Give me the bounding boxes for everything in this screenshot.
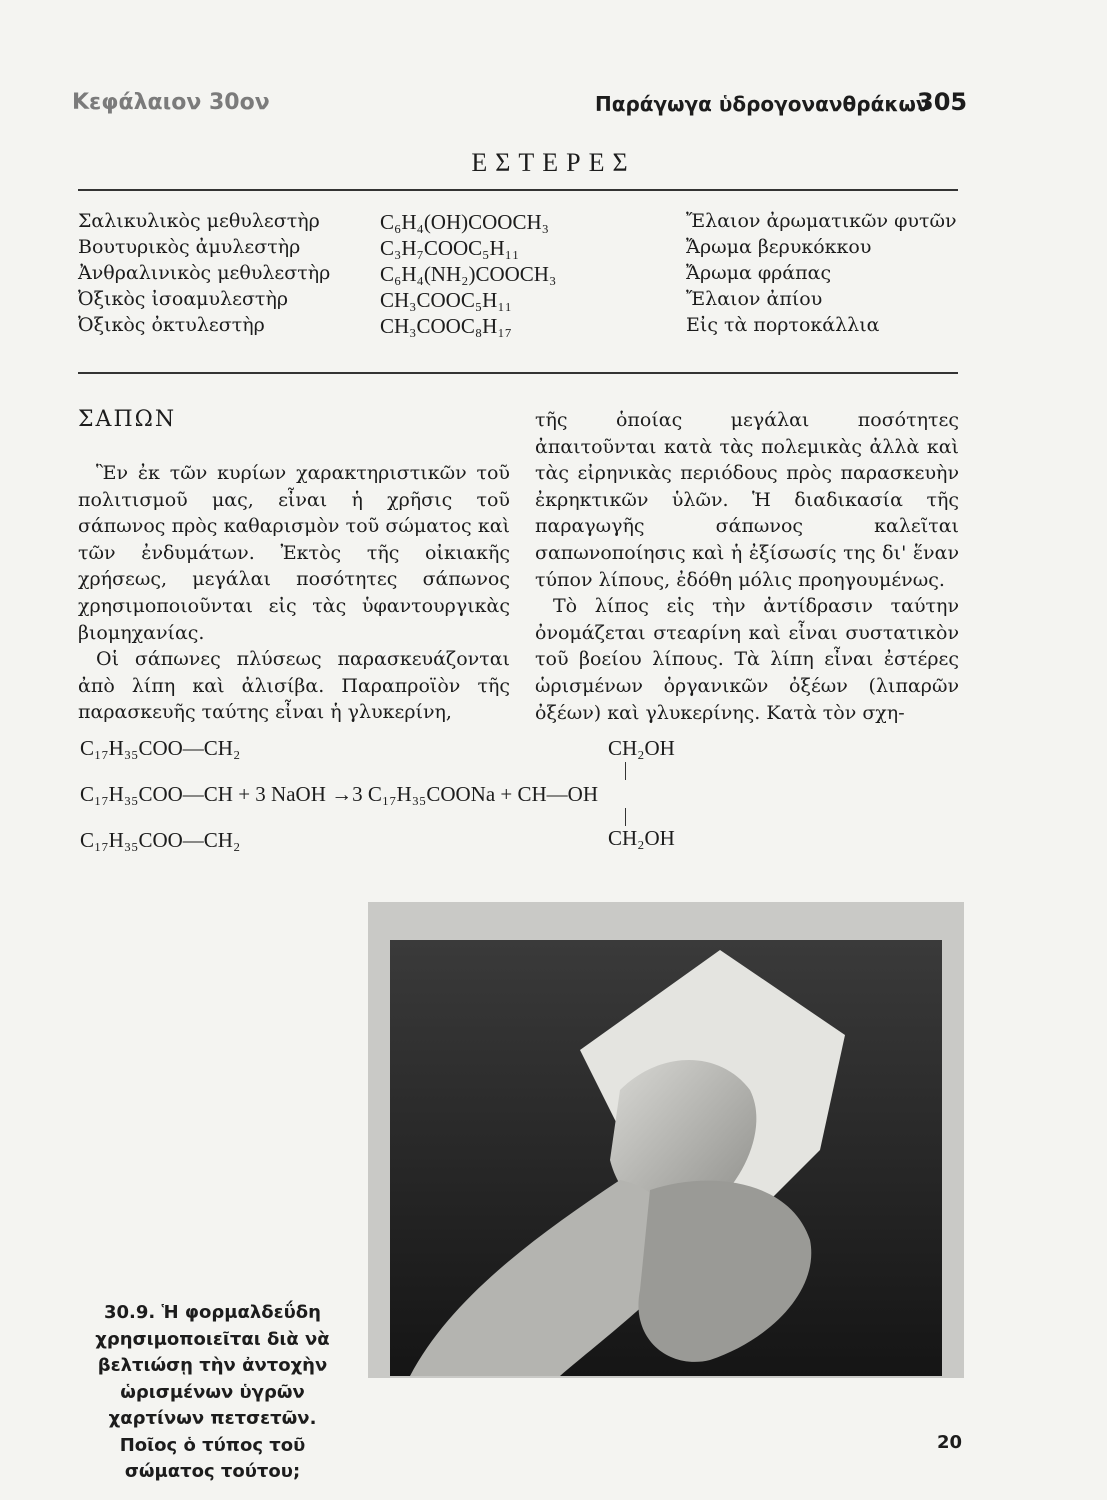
chapter-header: Κεφάλαιον 30ον (72, 90, 270, 115)
section-header: Παράγωγα ὑδρογονανθράκων (595, 92, 930, 116)
bond-line (625, 762, 626, 780)
equation-line-1: C₁₇H₃₅COO—CH₂ (80, 736, 241, 760)
paragraph: Ἓν ἐκ τῶν κυρίων χαρακτηριστικῶν τοῦ πολιτισμοῦ μας, εἶναι ἡ χρῆσις τοῦ σάπωνος πρὸς καθαρισμὸν τοῦ σώματος καὶ τῶν ἐνδυμάτων. Ἐκτὸς τῆς οἰκιακῆς χρήσεως, μεγάλαι ποσότητες σάπωνος χρησιμοποιοῦνται εἰς τὰς ὑφαντουργικὰς βιομηχανίας. (78, 462, 510, 644)
right-column (535, 407, 959, 726)
ester-name: Βουτυρικὸς ἀμυλεστὴρ (78, 236, 301, 258)
ester-formula: CH₃COOC₈H₁₇ (380, 314, 512, 338)
ester-name: Σαλικυλικὸς μεθυλεστὴρ (78, 210, 320, 232)
esters-table (78, 210, 958, 340)
table-row (78, 210, 958, 236)
equation-line-2: C₁₇H₃₅COO—CH + 3 NaOH →3 C₁₇H₃₅COONa + CH—OH (80, 782, 599, 806)
ester-use: Ἔλαιον ἀπίου (686, 288, 823, 310)
bond-line (625, 808, 626, 826)
ester-use: Ἔλαιον ἀρωματικῶν φυτῶν (686, 210, 957, 232)
esters-title: ΕΣΤΕΡΕΣ (471, 148, 636, 177)
figure-photo (368, 902, 964, 1378)
glycerol-bottom: CH₂OH (608, 826, 675, 850)
table-bottom-rule (78, 372, 958, 374)
table-top-rule (78, 189, 958, 191)
ester-use: Ἄρωμα βερυκόκκου (686, 236, 872, 258)
paragraph: Οἱ σάπωνες πλύσεως παρασκευάζονται ἀπὸ λίπη καὶ ἀλισίβα. Παραπροϊὸν τῆς παρασκευῆς ταύτης εἶναι ἡ γλυκερίνη, (78, 648, 510, 724)
towel-hands-illustration (390, 940, 942, 1376)
ester-formula: CH₃COOC₅H₁₁ (380, 288, 512, 312)
ester-name: Ἀνθραλινικὸς μεθυλεστὴρ (78, 262, 331, 284)
ester-formula: C₃H₇COOC₅H₁₁ (380, 236, 520, 260)
equation-line-3: C₁₇H₃₅COO—CH₂ (80, 828, 241, 852)
ester-formula: C₆H₄(NH₂)COOCH₃ (380, 262, 557, 286)
left-column (78, 460, 510, 726)
table-row (78, 236, 958, 262)
glycerol-top: CH₂OH (608, 736, 675, 760)
ester-formula: C₆H₄(OH)COOCH₃ (380, 210, 549, 234)
ester-use: Εἰς τὰ πορτοκάλλια (686, 314, 880, 336)
caption-text: Ἡ φορμαλδεΰδη χρησιμοποιεῖται διὰ νὰ βελτιώσῃ τὴν ἀντοχὴν ὡρισμένων ὑγρῶν χαρτίνων πετσετῶν. Ποῖος ὁ τύπος τοῦ σώματος τούτου; (95, 1302, 330, 1482)
page-number: 305 (917, 88, 968, 116)
soap-heading: ΣΑΠΩΝ (78, 407, 177, 432)
table-row (78, 314, 958, 340)
table-row (78, 288, 958, 314)
signature-number: 20 (937, 1432, 963, 1453)
ester-name: Ὀξικὸς ἰσοαμυλεστὴρ (78, 288, 288, 310)
ester-use: Ἄρωμα φράπας (686, 262, 832, 284)
ester-name: Ὀξικὸς ὀκτυλεστὴρ (78, 314, 265, 336)
paragraph: τῆς ὁποίας μεγάλαι ποσότητες ἀπαιτοῦνται κατὰ τὰς πολεμικὰς ἀλλὰ καὶ τὰς εἰρηνικὰς περιόδους πρὸς παρασκευὴν ἐκρηκτικῶν ὑλῶν. Ἡ διαδικασία τῆς παραγωγῆς σάπωνος καλεῖται σαπωνοποίησις καὶ ἡ ἐξίσωσίς της δι' ἕναν τύπον λίπους, ἐδόθη μόλις προηγουμένως. (535, 409, 959, 591)
caption-number: 30.9. (104, 1302, 156, 1323)
photo-image (390, 940, 942, 1376)
table-row (78, 262, 958, 288)
figure-caption (80, 1300, 345, 1486)
paragraph: Τὸ λίπος εἰς τὴν ἀντίδρασιν ταύτην ὀνομάζεται στεαρίνη καὶ εἶναι συστατικὸν τοῦ βοείου λίπους. Τὰ λίπη εἶναι ἐστέρες ὡρισμένων ὀργανικῶν ὀξέων (λιπαρῶν ὀξέων) καὶ γλυκερίνης. Κατὰ τὸν σχη- (535, 595, 959, 724)
